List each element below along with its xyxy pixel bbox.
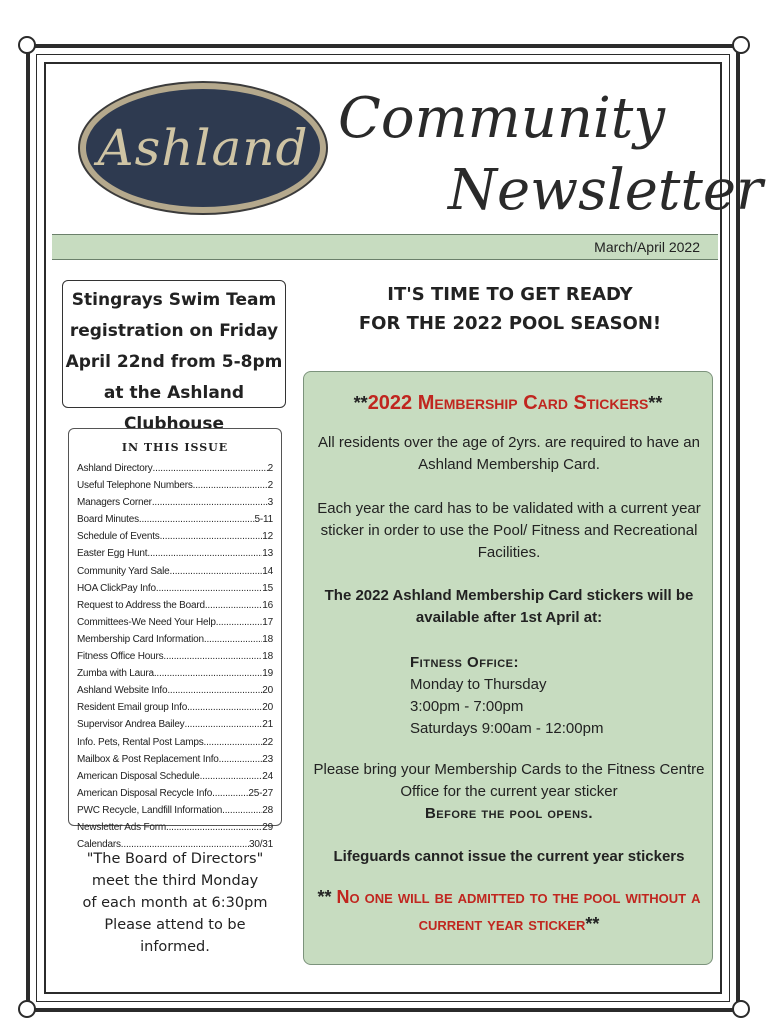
toc-item (77, 511, 273, 528)
toc-item (77, 682, 273, 699)
toc-item (77, 545, 273, 562)
bring-cards-text: Please bring your Membership Cards to the Fitness Centre Office for the current year sticker (313, 761, 705, 800)
sticker-availability: The 2022 Ashland Membership Card stickers will be available after 1st April at: (324, 587, 694, 626)
board-line: informed. (140, 939, 210, 955)
headline-line2: FOR THE 2022 POOL SEASON! (358, 313, 662, 334)
before-pool-opens: Before the pool opens. (424, 805, 594, 822)
admission-warning (308, 884, 710, 938)
toc-item-label: Managers Corner (77, 497, 152, 509)
board-line: Please attend to be (104, 917, 246, 933)
toc-item-label: Membership Card Information (77, 633, 204, 645)
membership-requirement: All residents over the age of 2yrs. are required to have an Ashland Membership Card. (318, 434, 700, 473)
toc-item-label: Newsletter Ads Form (77, 821, 167, 833)
toc-item-page: 13 (262, 548, 273, 560)
toc-leader (147, 545, 262, 562)
toc-leader (166, 819, 262, 836)
toc-leader (163, 648, 262, 665)
toc-item-label: Fitness Office Hours (77, 651, 164, 663)
toc-leader (139, 511, 255, 528)
toc-item-page: 3 (267, 497, 273, 509)
toc-item-page: 28 (262, 804, 273, 816)
toc-item (77, 614, 273, 631)
toc-item (77, 819, 273, 836)
toc-item-page: 2 (267, 480, 273, 492)
toc-leader (170, 563, 263, 580)
membership-title-text: 2022 Membership Card Stickers (367, 392, 649, 414)
toc-item-label: Useful Telephone Numbers (77, 480, 193, 492)
toc-leader (160, 528, 263, 545)
toc-item-page: 18 (262, 651, 273, 663)
toc-leader (222, 802, 262, 819)
toc-item-label: Calendars (77, 839, 121, 851)
membership-title (304, 392, 712, 415)
toc-leader (152, 494, 268, 511)
membership-sticker-panel (303, 371, 713, 965)
board-line: meet the third Monday (91, 873, 259, 889)
toc-item-page: 29 (262, 821, 273, 833)
pool-season-headline (300, 280, 720, 338)
fitness-hours: 3:00pm - 7:00pm (410, 698, 524, 715)
toc-item-page: 2 (267, 463, 273, 474)
toc-leader (219, 751, 263, 768)
toc-item-page: 22 (262, 736, 273, 748)
warning-text: No one will be admitted to the pool without a current year sticker (336, 887, 701, 934)
toc-item-label: Mailbox & Post Replacement Info (77, 753, 219, 765)
toc-item-page: 20 (262, 702, 273, 714)
toc-item (77, 563, 273, 580)
toc-item-page: 19 (262, 668, 273, 680)
stars: ** (317, 887, 332, 907)
swim-team-notice (62, 280, 286, 434)
toc-item (77, 494, 273, 511)
toc-leader (185, 716, 263, 733)
toc-item-page: 16 (262, 599, 273, 611)
toc-item-label: Zumba with Laura (77, 668, 154, 680)
sticker-validation: Each year the card has to be validated with a current year sticker in order to use the Pool/ Fitness and Recreational Facilities. (317, 500, 701, 561)
toc-item-page: 15 (262, 582, 273, 594)
toc-item-label: Schedule of Events (77, 531, 160, 543)
toc-item-page: 5-11 (254, 514, 273, 526)
toc-leader (193, 477, 268, 494)
toc-item-label: American Disposal Schedule (77, 770, 200, 782)
toc-item (77, 802, 273, 819)
toc-item-label: HOA ClickPay Info (77, 582, 156, 594)
stars: ** (585, 914, 600, 934)
toc-leader (187, 699, 262, 716)
toc-item-page: 24 (262, 770, 273, 782)
toc-item (77, 699, 273, 716)
toc-item (77, 597, 273, 614)
fitness-hours: Saturdays 9:00am - 12:00pm (410, 720, 604, 737)
toc-item-label: Ashland Website Info (77, 685, 168, 697)
swim-line: Stingrays Swim Team (71, 290, 277, 310)
newsletter-title-line2: Newsletter (448, 158, 763, 223)
toc-leader (204, 631, 262, 648)
swim-line: registration on Friday (69, 321, 279, 341)
toc-item-page: 25-27 (248, 787, 273, 799)
board-meeting-notice (68, 848, 282, 958)
toc-item-page: 21 (262, 719, 273, 731)
toc-item-label: Community Yard Sale (77, 565, 170, 577)
toc-item-label: Easter Egg Hunt (77, 548, 148, 560)
stars: ** (648, 393, 663, 413)
swim-line: at the Ashland Clubhouse (103, 383, 245, 434)
fitness-office-hours (410, 652, 603, 740)
toc-list (77, 460, 273, 853)
toc-item (77, 716, 273, 733)
toc-item (77, 528, 273, 545)
toc-item (77, 768, 273, 785)
bring-cards-note (312, 759, 706, 825)
toc-item (77, 734, 273, 751)
swim-line: April 22nd from 5-8pm (65, 352, 283, 372)
corner-ornament (18, 36, 36, 54)
toc-item-label: Committees-We Need Your Help (77, 616, 216, 628)
toc-leader (153, 460, 268, 477)
toc-item-label: Supervisor Andrea Bailey (77, 719, 185, 731)
toc-leader (200, 768, 263, 785)
toc-item-page: 12 (262, 531, 273, 543)
toc-item (77, 665, 273, 682)
toc-item (77, 648, 273, 665)
toc-item (77, 785, 273, 802)
headline-line1: IT'S TIME TO GET READY (387, 284, 633, 305)
toc-heading: IN THIS ISSUE (121, 441, 229, 454)
corner-ornament (732, 1000, 750, 1018)
board-line: of each month at 6:30pm (82, 895, 268, 911)
toc-item-label: Request to Address the Board (77, 599, 205, 611)
toc-item-label: Resident Email group Info (77, 702, 188, 714)
toc-item-label: Ashland Directory (77, 463, 153, 474)
toc-item-page: 17 (262, 616, 273, 628)
toc-item (77, 460, 273, 477)
toc-item-page: 20 (262, 685, 273, 697)
toc-leader (216, 614, 263, 631)
table-of-contents (68, 428, 282, 851)
toc-item-label: American Disposal Recycle Info (77, 787, 213, 799)
issue-date: March/April 2022 (594, 239, 700, 255)
toc-item-page: 18 (262, 633, 273, 645)
fitness-days: Monday to Thursday (410, 676, 547, 693)
toc-item (77, 580, 273, 597)
ashland-logo (80, 83, 326, 213)
toc-item-page: 14 (262, 565, 273, 577)
lifeguard-note: Lifeguards cannot issue the current year stickers (333, 848, 685, 865)
board-line: "The Board of Directors" (86, 851, 264, 867)
toc-leader (156, 580, 262, 597)
toc-leader (167, 682, 262, 699)
toc-item-label: PWC Recycle, Landfill Information (77, 804, 223, 816)
logo-text: Ashland (97, 119, 309, 177)
toc-item (77, 751, 273, 768)
toc-leader (204, 734, 263, 751)
newsletter-title-line1: Community (338, 86, 665, 151)
toc-item-page: 23 (262, 753, 273, 765)
toc-item (77, 477, 273, 494)
corner-ornament (18, 1000, 36, 1018)
toc-leader (205, 597, 262, 614)
fitness-heading: Fitness Office: (410, 654, 519, 671)
toc-item (77, 631, 273, 648)
toc-item-label: Info. Pets, Rental Post Lamps (77, 736, 204, 748)
toc-item-page: 30/31 (248, 839, 273, 851)
date-band (52, 234, 718, 260)
toc-item-label: Board Minutes (77, 514, 139, 526)
toc-leader (154, 665, 262, 682)
corner-ornament (732, 36, 750, 54)
stars: ** (353, 393, 368, 413)
toc-leader (212, 785, 248, 802)
